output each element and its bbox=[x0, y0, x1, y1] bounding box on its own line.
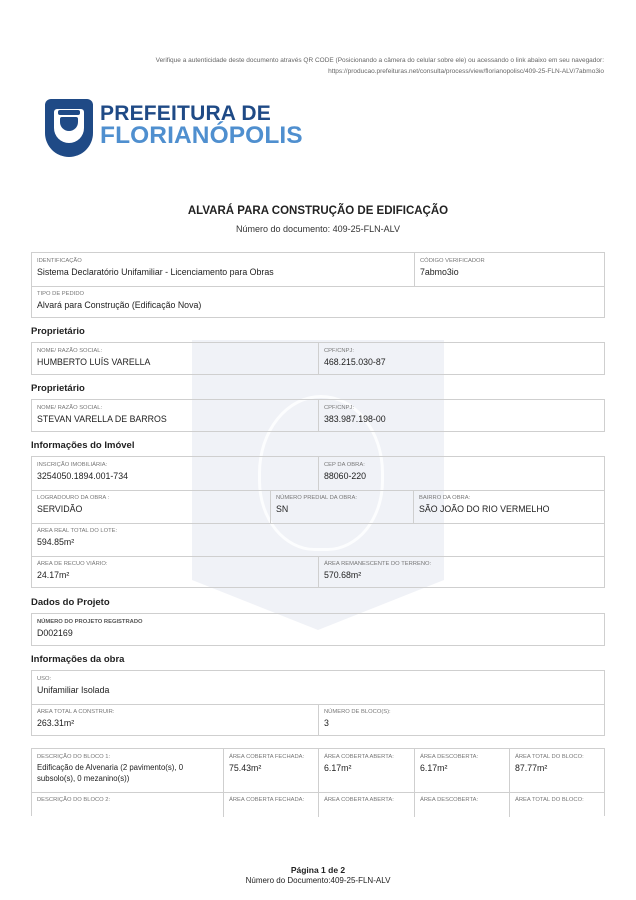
owner-2-heading: Proprietário bbox=[31, 383, 85, 394]
request-type-cell bbox=[32, 286, 604, 318]
city-hall-logo bbox=[45, 99, 303, 157]
lot-area-value: 594.85m² bbox=[37, 537, 75, 547]
owner-1-name: HUMBERTO LUÍS VARELLA bbox=[37, 357, 151, 367]
use-cell bbox=[32, 671, 604, 704]
project-box bbox=[31, 613, 605, 646]
owner-1-doc-cell bbox=[318, 343, 604, 374]
block-2-closed-label: ÁREA COBERTA FECHADA: bbox=[229, 797, 305, 803]
owner-2-box bbox=[31, 399, 605, 432]
total-area-value: 263.31m² bbox=[37, 718, 75, 728]
street-number-value: SN bbox=[276, 504, 289, 514]
block-2-uncovered-label: ÁREA DESCOBERTA: bbox=[420, 797, 479, 803]
logo-line-1: PREFEITURA DE bbox=[100, 102, 271, 125]
block-1-closed-cell bbox=[223, 749, 318, 792]
block-1-desc-label: DESCRIÇÃO DO BLOCO 1: bbox=[37, 754, 111, 760]
block-2-total-label: ÁREA TOTAL DO BLOCO: bbox=[515, 797, 584, 803]
request-type-value: Alvará para Construção (Edificação Nova) bbox=[37, 300, 202, 310]
document-number: Número do documento: 409-25-FLN-ALV bbox=[236, 224, 400, 234]
setback-cell bbox=[32, 556, 318, 587]
owner-2-name-label: NOME/ RAZÃO SOCIAL: bbox=[37, 405, 103, 411]
owner-1-doc-label: CPF/CNPJ: bbox=[324, 348, 354, 354]
lot-area-label: ÁREA REAL TOTAL DO LOTE: bbox=[37, 528, 118, 534]
project-heading: Dados do Projeto bbox=[31, 597, 110, 608]
cep-cell bbox=[318, 457, 604, 490]
block-1-total-cell bbox=[509, 749, 604, 792]
project-number-cell bbox=[32, 614, 604, 645]
project-number-value: D002169 bbox=[37, 628, 73, 638]
total-area-cell bbox=[32, 704, 318, 735]
document-title: ALVARÁ PARA CONSTRUÇÃO DE EDIFICAÇÃO bbox=[187, 205, 449, 217]
block-1-open: 6.17m² bbox=[324, 763, 352, 773]
street-value: SERVIDÃO bbox=[37, 504, 83, 514]
district-cell bbox=[413, 490, 604, 523]
registration-value: 3254050.1894.001-734 bbox=[37, 471, 128, 481]
use-value: Unifamiliar Isolada bbox=[37, 685, 110, 695]
block-1-total-label: ÁREA TOTAL DO BLOCO: bbox=[515, 754, 584, 760]
identification-box bbox=[31, 252, 605, 318]
verification-link[interactable]: https://producao.prefeituras.net/consulta/process/view/florianopolisc/409-25-FLN-ALV/7abmo3io bbox=[328, 68, 604, 75]
block-1-open-label: ÁREA COBERTA ABERTA: bbox=[324, 754, 394, 760]
coat-of-arms-icon bbox=[45, 99, 93, 157]
remaining-area-value: 570.68m² bbox=[324, 570, 362, 580]
total-area-label: ÁREA TOTAL A CONSTRUIR: bbox=[37, 709, 115, 715]
owner-2-name-cell bbox=[32, 400, 318, 431]
block-count-label: NÚMERO DE BLOCO(S): bbox=[324, 709, 391, 715]
block-2-desc-label: DESCRIÇÃO DO BLOCO 2: bbox=[37, 797, 111, 803]
setback-label: ÁREA DE RECUO VIÁRIO: bbox=[37, 561, 108, 567]
cep-label: CEP DA OBRA: bbox=[324, 462, 365, 468]
owner-1-heading: Proprietário bbox=[31, 326, 85, 337]
footer-doc-number: Número do Documento:409-25-FLN-ALV bbox=[245, 876, 391, 885]
street-label: LOGRADOURO DA OBRA : bbox=[37, 495, 110, 501]
street-number-label: NÚMERO PREDIAL DA OBRA: bbox=[276, 495, 357, 501]
work-box bbox=[31, 670, 605, 736]
verification-code-cell bbox=[414, 253, 604, 286]
block-1-total: 87.77m² bbox=[515, 763, 548, 773]
owner-1-name-label: NOME/ RAZÃO SOCIAL: bbox=[37, 348, 103, 354]
remaining-area-label: ÁREA REMANESCENTE DO TERRENO: bbox=[324, 561, 432, 567]
owner-2-doc: 383.987.198-00 bbox=[324, 414, 386, 424]
owner-1-box bbox=[31, 342, 605, 375]
block-2-uncovered-cell bbox=[414, 792, 509, 817]
registration-label: INSCRIÇÃO IMOBILIÁRIA: bbox=[37, 462, 108, 468]
project-number-label: NÚMERO DO PROJETO REGISTRADO bbox=[37, 619, 143, 625]
block-1-uncovered-cell bbox=[414, 749, 509, 792]
registration-cell bbox=[32, 457, 318, 490]
verification-code-label: CÓDIGO VERIFICADOR bbox=[420, 258, 485, 264]
identification-cell bbox=[32, 253, 414, 286]
identification-label: IDENTIFICAÇÃO bbox=[37, 258, 82, 264]
property-box bbox=[31, 456, 605, 588]
street-number-cell bbox=[270, 490, 413, 523]
block-count-value: 3 bbox=[324, 718, 329, 728]
block-2-open-label: ÁREA COBERTA ABERTA: bbox=[324, 797, 394, 803]
block-2-total-cell bbox=[509, 792, 604, 817]
owner-1-name-cell bbox=[32, 343, 318, 374]
verification-text: Verifique a autenticidade deste documento através QR CODE (Posicionando a câmera do celular sobre ele) ou acessando o link abaixo em seu navegador: bbox=[155, 57, 604, 64]
cep-value: 88060-220 bbox=[324, 471, 367, 481]
page-indicator: Página 1 de 2 bbox=[290, 865, 346, 875]
block-1-uncovered: 6.17m² bbox=[420, 763, 448, 773]
block-count-cell bbox=[318, 704, 604, 735]
logo-line-2: FLORIANÓPOLIS bbox=[100, 122, 303, 149]
property-heading: Informações do Imóvel bbox=[31, 440, 135, 451]
district-value: SÃO JOÃO DO RIO VERMELHO bbox=[419, 504, 550, 514]
block-1-desc-cell bbox=[32, 749, 223, 792]
use-label: USO: bbox=[37, 676, 52, 682]
owner-2-name: STEVAN VARELLA DE BARROS bbox=[37, 414, 167, 424]
block-1-uncovered-label: ÁREA DESCOBERTA: bbox=[420, 754, 479, 760]
verification-notice bbox=[84, 55, 604, 77]
block-1-open-cell bbox=[318, 749, 414, 792]
owner-2-doc-cell bbox=[318, 400, 604, 431]
district-label: BAIRRO DA OBRA: bbox=[419, 495, 471, 501]
block-1-closed-label: ÁREA COBERTA FECHADA: bbox=[229, 754, 305, 760]
block-2-desc-cell bbox=[32, 792, 223, 817]
verification-code-value: 7abmo3io bbox=[420, 267, 459, 277]
remaining-area-cell bbox=[318, 556, 604, 587]
blocks-table bbox=[31, 748, 605, 816]
block-1-closed: 75.43m² bbox=[229, 763, 262, 773]
owner-1-doc: 468.215.030-87 bbox=[324, 357, 386, 367]
work-heading: Informações da obra bbox=[31, 654, 125, 665]
owner-2-doc-label: CPF/CNPJ: bbox=[324, 405, 354, 411]
block-2-open-cell bbox=[318, 792, 414, 817]
request-type-label: TIPO DE PEDIDO bbox=[37, 291, 85, 297]
block-2-closed-cell bbox=[223, 792, 318, 817]
block-1-desc: Edificação de Alvenaria (2 pavimento(s), 0 subsolo(s), 0 mezanino(s)) bbox=[37, 763, 184, 783]
identification-value: Sistema Declaratório Unifamiliar - Licenciamento para Obras bbox=[37, 267, 274, 277]
lot-area-cell bbox=[32, 523, 604, 556]
street-cell bbox=[32, 490, 270, 523]
setback-value: 24.17m² bbox=[37, 570, 70, 580]
